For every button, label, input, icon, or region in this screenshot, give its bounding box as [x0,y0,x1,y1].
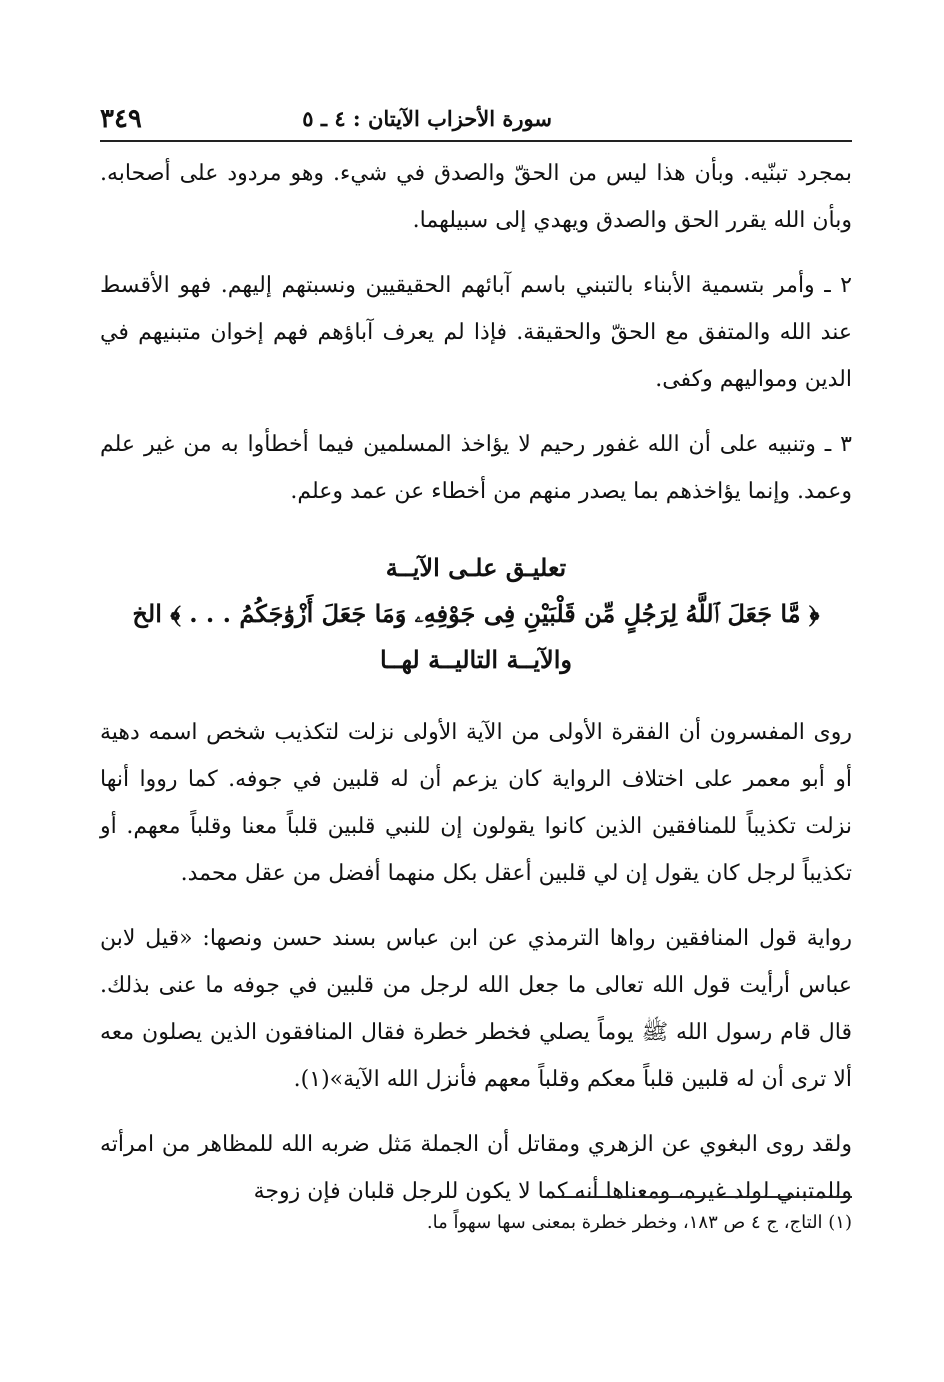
running-head [100,100,852,142]
paragraph: ٢ ـ وأمر بتسمية الأبناء بالتبني باسم آبائهم الحقيقيين ونسبتهم إليهم. فهو الأقسط عند الله والمتفق مع الحقّ والحقيقة. فإذا لم يعرف آباؤهم فهم إخوان متبنيهم في الدين ومواليهم وكفى. [100,273,852,392]
chapter-title: سورة الأحزاب الآيتان : ٤ ـ ٥ [302,106,552,131]
paragraph: روى المفسرون أن الفقرة الأولى من الآية الأولى نزلت لتكذيب شخص اسمه دهية أو أبو معمر على اختلاف الرواية كان يزعم أن له قلبين في جوفه. كما رووا أنها نزلت تكذيباً للمنافقين الذين كانوا يقولون إن للنبي قلبين قلباً معنا وقلباً معهم. أو تكذيباً لرجل كان يقول إن لي قلبين أعقل بكل منهما أفضل من عقل محمد. [100,720,852,886]
main-text [100,150,852,1230]
quranic-verse: ﴿ مَّا جَعَلَ ٱللَّهُ لِرَجُلٍ مِّن قَلْبَيْنِ فِى جَوْفِهِۦ وَمَا جَعَلَ أَزْوَٰجَكُمُ . . . ﴾ الخ [132,599,820,628]
section-heading [100,545,852,683]
heading-subtitle: والآيــة التاليــة لهــا [379,645,573,674]
footnote-divider [560,1196,852,1198]
page-number: ٣٤٩ [100,104,142,134]
heading-title: تعليـق علـى الآيــة [385,553,567,582]
paragraph: ٣ ـ وتنبيه على أن الله غفور رحيم لا يؤاخذ المسلمين فيما أخطأوا به من غير علم وعمد. وإنما يؤاخذهم بما يصدر منهم من أخطاء عن عمد وعلم. [100,432,852,504]
paragraph: ولقد روى البغوي عن الزهري ومقاتل أن الجملة مَثل ضربه الله للمظاهر من امرأته وللمتبني لولد غيره، ومعناها أنه كما لا يكون للرجل قلبان فإن زوجة [100,1132,852,1204]
paragraph: بمجرد تبنّيه. وبأن هذا ليس من الحقّ والصدق في شيء. وهو مردود على أصحابه. وبأن الله يقرر الحق والصدق ويهدي إلى سبيلهما. [100,161,852,233]
footnote: (١) التاج، ج ٤ ص ١٨٣، وخطر خطرة بمعنى سها سهواً ما. [426,1212,852,1233]
paragraph: رواية قول المنافقين رواها الترمذي عن ابن عباس بسند حسن ونصها: «قيل لابن عباس أرأيت قول الله تعالى ما جعل الله لرجل من قلبين في جوفه ما عنى بذلك. قال قام رسول الله ﷺ يوماً يصلي فخطر خطرة فقال المنافقون الذين يصلون معه ألا ترى أن له قلبين قلباً معكم وقلباً معهم فأنزل الله الآية»(١). [100,926,852,1092]
